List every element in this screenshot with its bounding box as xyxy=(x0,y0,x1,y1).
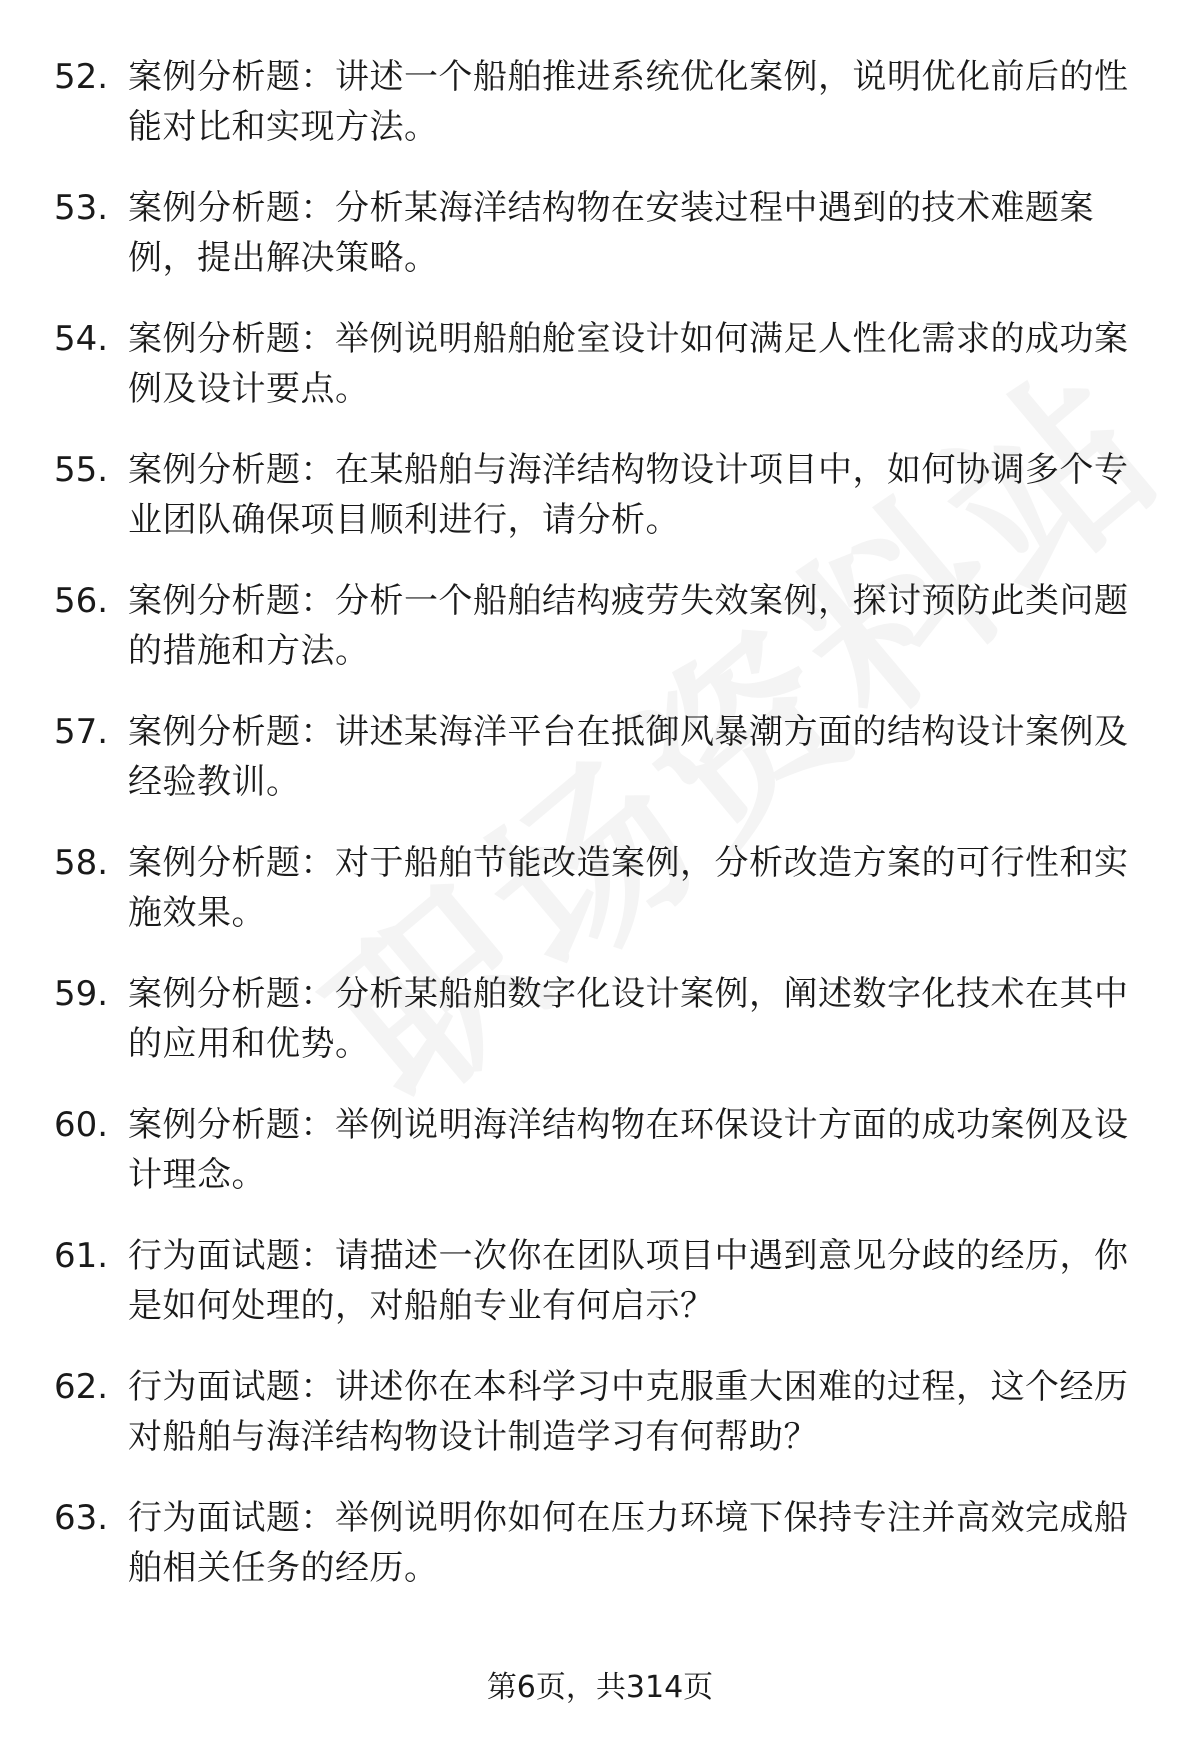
question-text: 案例分析题：在某船舶与海洋结构物设计项目中，如何协调多个专业团队确保项目顺利进行，请分析。 xyxy=(128,450,1129,540)
question-item xyxy=(0,183,1200,314)
question-text: 行为面试题：举例说明你如何在压力环境下保持专注并高效完成船舶相关任务的经历。 xyxy=(128,1498,1129,1588)
question-number: 57. xyxy=(54,712,109,752)
question-number: 60. xyxy=(54,1105,109,1145)
question-item xyxy=(0,52,1200,183)
question-number: 59. xyxy=(54,974,109,1014)
question-number: 54. xyxy=(54,319,109,359)
question-number: 62. xyxy=(54,1367,109,1407)
question-text: 案例分析题：对于船舶节能改造案例，分析改造方案的可行性和实施效果。 xyxy=(128,843,1129,933)
question-number: 63. xyxy=(54,1498,109,1538)
page-footer xyxy=(0,1668,1200,1708)
question-number: 61. xyxy=(54,1236,109,1276)
question-item xyxy=(0,445,1200,576)
question-number: 56. xyxy=(54,581,109,621)
question-number: 52. xyxy=(54,57,109,97)
question-item xyxy=(0,969,1200,1100)
question-item xyxy=(0,838,1200,969)
question-item xyxy=(0,707,1200,838)
question-text: 案例分析题：举例说明海洋结构物在环保设计方面的成功案例及设计理念。 xyxy=(128,1105,1129,1195)
question-text: 案例分析题：分析某船舶数字化设计案例，阐述数字化技术在其中的应用和优势。 xyxy=(128,974,1129,1064)
question-item xyxy=(0,1493,1200,1624)
question-text: 行为面试题：请描述一次你在团队项目中遇到意见分歧的经历，你是如何处理的，对船舶专业有何启示？ xyxy=(128,1236,1129,1326)
question-number: 53. xyxy=(54,188,109,228)
question-text: 案例分析题：分析一个船舶结构疲劳失效案例，探讨预防此类问题的措施和方法。 xyxy=(128,581,1129,671)
question-text: 案例分析题：讲述一个船舶推进系统优化案例，说明优化前后的性能对比和实现方法。 xyxy=(128,57,1129,147)
question-number: 55. xyxy=(54,450,109,490)
question-item xyxy=(0,1100,1200,1231)
question-item xyxy=(0,1231,1200,1362)
question-text: 行为面试题：讲述你在本科学习中克服重大困难的过程，这个经历对船舶与海洋结构物设计制造学习有何帮助？ xyxy=(128,1367,1129,1457)
page-number-label: 第6页，共314页 xyxy=(486,1670,714,1705)
question-item xyxy=(0,314,1200,445)
question-item xyxy=(0,1362,1200,1493)
question-text: 案例分析题：讲述某海洋平台在抵御风暴潮方面的结构设计案例及经验教训。 xyxy=(128,712,1129,802)
question-text: 案例分析题：举例说明船舶舱室设计如何满足人性化需求的成功案例及设计要点。 xyxy=(128,319,1129,409)
question-number: 58. xyxy=(54,843,109,883)
question-list xyxy=(0,52,1200,1624)
question-item xyxy=(0,576,1200,707)
question-text: 案例分析题：分析某海洋结构物在安装过程中遇到的技术难题案例，提出解决策略。 xyxy=(128,188,1094,278)
